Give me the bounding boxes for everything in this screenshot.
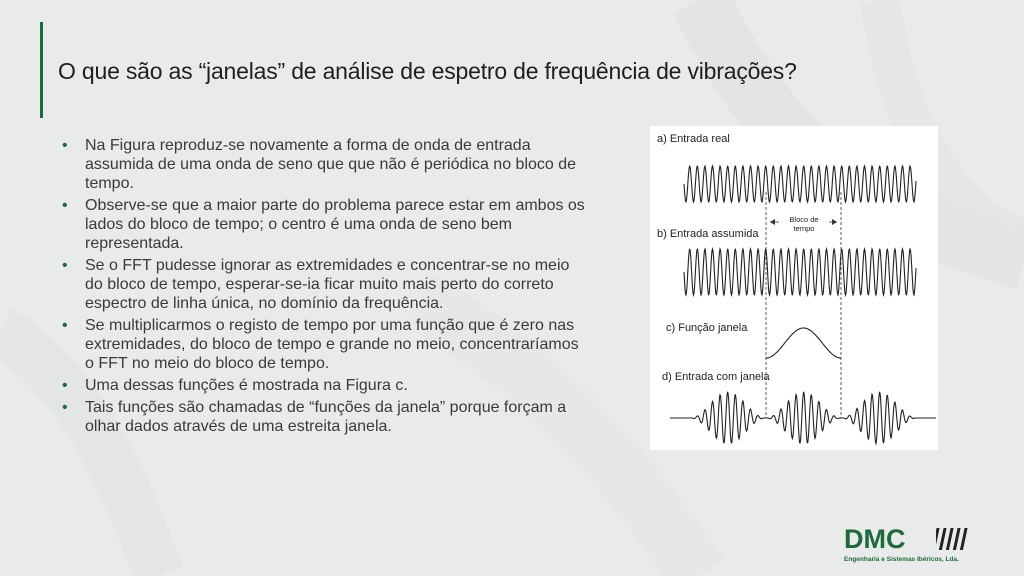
- bullet-dot-icon: •: [62, 137, 68, 154]
- waveform-diagram: [650, 126, 938, 450]
- bullet-list: [58, 136, 590, 439]
- window-function-curve: [766, 328, 841, 358]
- block-label: Bloco de tempo: [779, 215, 829, 233]
- bullet-item: • Tais funções são chamadas de “funções da janela” porque forçam a olhar dados através de uma estreita janela.: [62, 399, 567, 435]
- title-accent-bar: [40, 22, 43, 118]
- bullet-dot-icon: •: [62, 257, 68, 274]
- bullet-item: • Uma dessas funções é mostrada na Figura c.: [62, 377, 408, 394]
- logo-text: DMC: [844, 524, 906, 554]
- bullet-dot-icon: •: [62, 399, 68, 416]
- logo-subtitle: Engenharia e Sistemas Ibéricos, Lda.: [844, 556, 959, 563]
- window-function-figure: [650, 126, 938, 450]
- slide-title: O que são as “janelas” de análise de espetro de frequência de vibrações?: [58, 58, 797, 84]
- bullet-dot-icon: •: [62, 377, 68, 394]
- bullet-item: • Se multiplicarmos o registo de tempo por uma função que é zero nas extremidades, do bloco de tempo e grande no meio, concentraríamos o FFT no meio do bloco de tempo.: [62, 317, 579, 372]
- assumed-input-waveform: [684, 249, 916, 295]
- bullet-item: • Observe-se que a maior parte do problema parece estar em ambos os lados do bloco de tempo; o centro é uma onda de seno bem representada.: [62, 197, 585, 252]
- figure-label-a: a) Entrada real: [657, 133, 730, 145]
- figure-label-b: b) Entrada assumida: [657, 228, 759, 240]
- windowed-input-waveform: [670, 392, 936, 443]
- arrow-left-icon: [770, 219, 775, 225]
- dmc-logo: [844, 524, 976, 570]
- bullet-dot-icon: •: [62, 317, 68, 334]
- real-input-waveform: [684, 166, 916, 202]
- bullet-dot-icon: •: [62, 197, 68, 214]
- arrow-right-icon: [832, 219, 837, 225]
- figure-label-d: d) Entrada com janela: [662, 371, 770, 383]
- dmc-stripes-icon: [936, 526, 972, 556]
- figure-label-c: c) Função janela: [666, 322, 748, 334]
- bullet-item: • Na Figura reproduz-se novamente a forma de onda de entrada assumida de uma onda de seno que que não é periódica no bloco de tempo.: [62, 137, 577, 192]
- bullet-item: • Se o FFT pudesse ignorar as extremidades e concentrar-se no meio do bloco de tempo, esperar-se-ia ficar muito mais perto do correto espectro de linha única, no domínio da frequência.: [62, 257, 570, 312]
